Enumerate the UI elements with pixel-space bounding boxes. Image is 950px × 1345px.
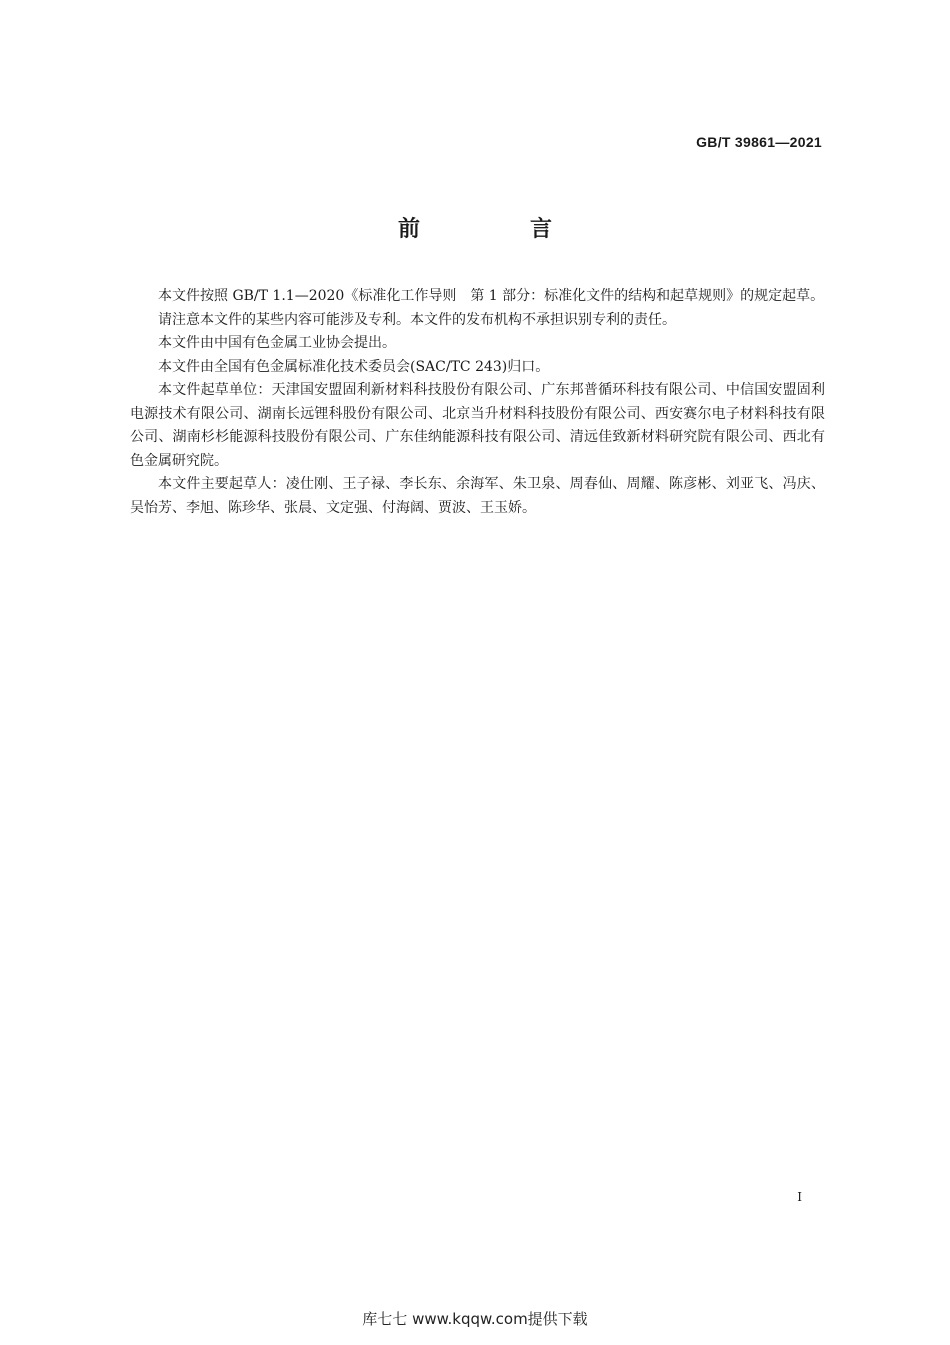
download-footer: 库七七 www.kqqw.com提供下载	[362, 1310, 588, 1328]
page-title: 前 言	[397, 217, 596, 242]
paragraph-drafting-units: 本文件起草单位：天津国安盟固利新材料科技股份有限公司、广东邦普循环科技有限公司、中信国安盟固利电源技术有限公司、湖南长远锂科股份有限公司、北京当升材料科技股份有限公司、西安赛尔电子材料科技有限公司、湖南杉杉能源科技股份有限公司、广东佳纳能源科技有限公司、清远佳致新材料研究院有限公司、西北有色金属研究院。	[130, 382, 825, 469]
paragraph-proposer: 本文件由中国有色金属工业协会提出。	[158, 335, 396, 351]
paragraph-committee: 本文件由全国有色金属标准化技术委员会(SAC/TC 243)归口。	[158, 358, 550, 375]
standard-number: GB/T 39861—2021	[696, 134, 822, 150]
paragraph-patent-notice: 请注意本文件的某些内容可能涉及专利。本文件的发布机构不承担识别专利的责任。	[158, 311, 676, 328]
paragraph-drafting-rules: 本文件按照 GB/T 1.1—2020《标准化工作导则 第 1 部分：标准化文件的结构和起草规则》的规定起草。	[158, 288, 825, 304]
foreword-body	[130, 285, 825, 520]
paragraph-drafters: 本文件主要起草人：凌仕刚、王子禄、李长东、余海军、朱卫泉、周春仙、周耀、陈彦彬、刘亚飞、冯庆、吴怡芳、李旭、陈珍华、张晨、文定强、付海阔、贾波、王玉娇。	[130, 476, 825, 516]
page-number: I	[797, 1190, 802, 1204]
